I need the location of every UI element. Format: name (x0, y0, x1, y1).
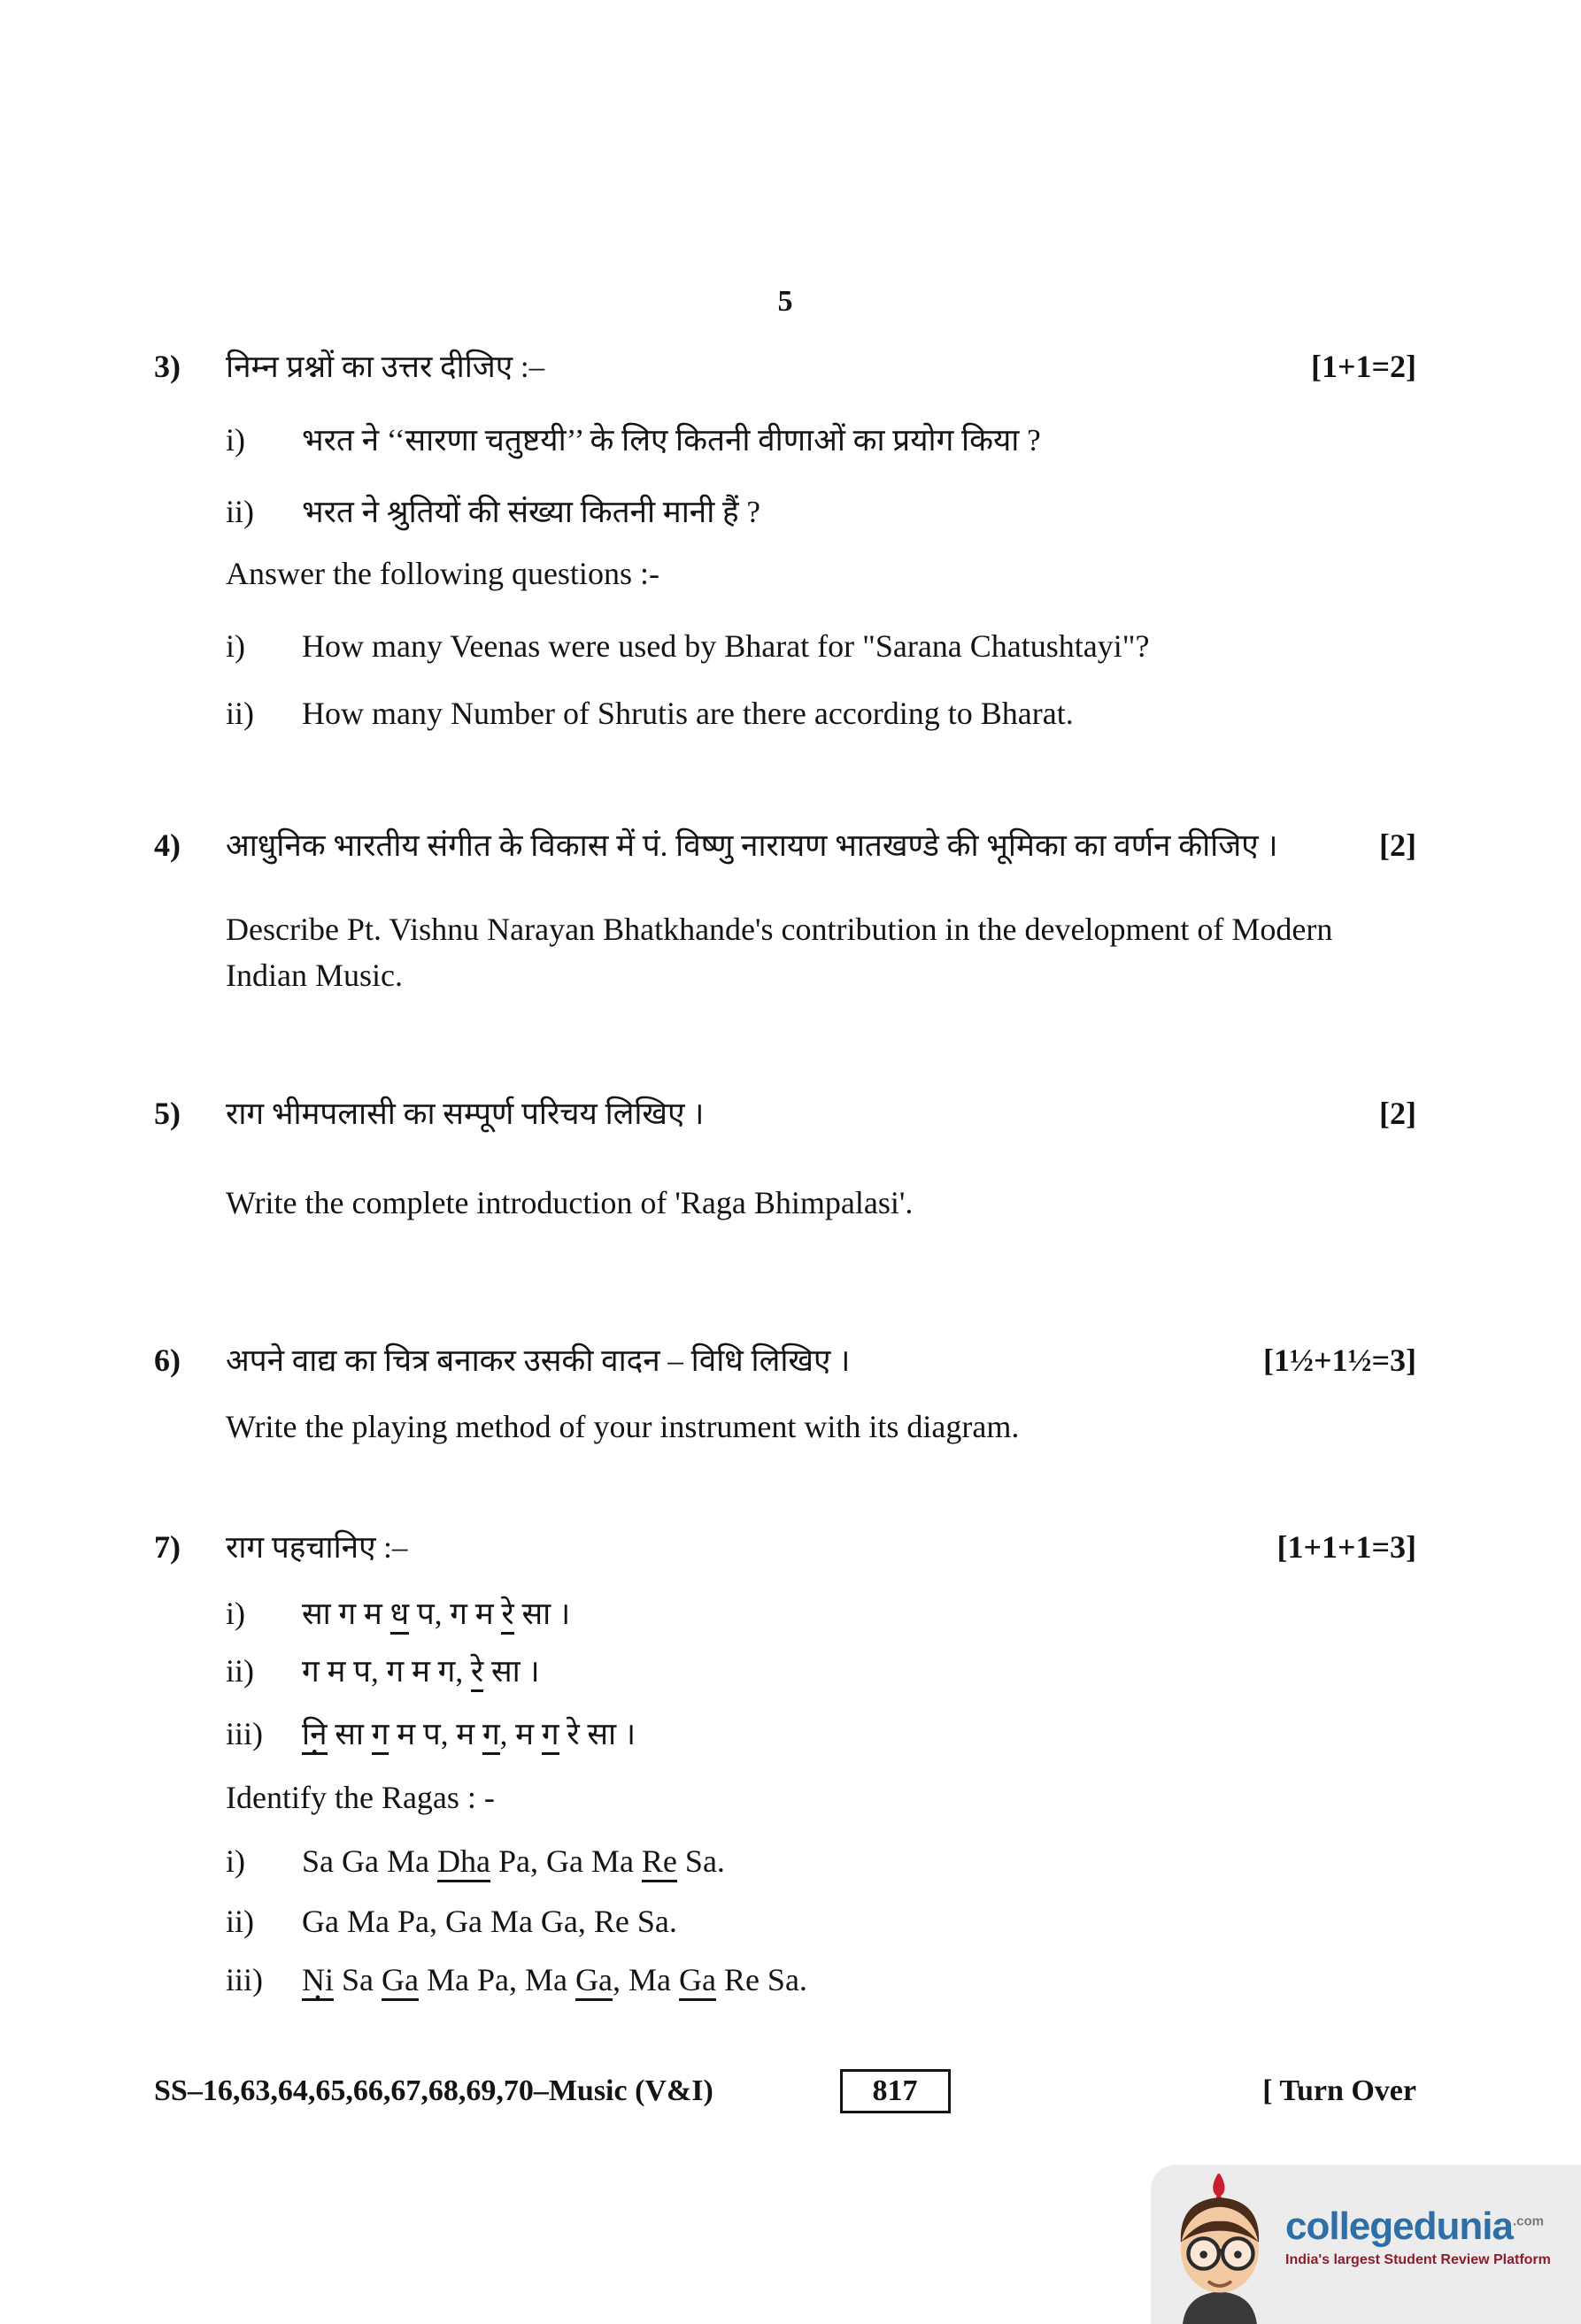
item-label: i) (226, 422, 245, 458)
question-7-hindi-notation-3 (226, 1712, 1416, 1754)
collegedunia-logo-text (1285, 2207, 1551, 2268)
question-3-hindi-item-1 (226, 419, 1416, 460)
question-6-english-text: Write the playing method of your instrument with its diagram. (226, 1409, 1020, 1444)
question-5-number: 5) (154, 1096, 181, 1131)
question-3-number: 3) (154, 349, 181, 384)
question-3-header (154, 345, 1416, 387)
turn-over-label: [ Turn Over (1262, 2074, 1416, 2107)
notation-line: Sa Ga Ma Dha Pa, Ga Ma Re Sa. (302, 1843, 1416, 1880)
item-text: How many Number of Shrutis are there according to Bharat. (302, 696, 1074, 731)
item-label: i) (226, 628, 245, 664)
notation-line: ग म प, ग म ग, रे सा । (302, 1650, 1416, 1691)
question-7-header (154, 1526, 1416, 1567)
question-3-english-item-2 (226, 695, 1416, 732)
question-5-header (154, 1092, 1416, 1134)
brand-name: collegedunia (1285, 2205, 1513, 2248)
item-label: ii) (226, 494, 254, 529)
item-text: भरत ने श्रुतियों की संख्या कितनी मानी हैं ? (302, 495, 760, 529)
question-4-number: 4) (154, 827, 181, 863)
collegedunia-watermark (1151, 2165, 1581, 2324)
question-6-number: 6) (154, 1343, 181, 1378)
brand-domain: .com (1512, 2213, 1544, 2229)
item-label: i) (226, 1843, 245, 1879)
question-7-number: 7) (154, 1529, 181, 1565)
collegedunia-mascot-icon (1161, 2172, 1280, 2324)
question-5-marks: [2] (1379, 1096, 1416, 1131)
question-6-marks: [1½+1½=3] (1262, 1343, 1416, 1378)
item-label: i) (226, 1596, 245, 1631)
question-3-hindi-prompt: निम्न प्रश्नों का उत्तर दीजिए :– (226, 350, 545, 384)
question-6-hindi-prompt: अपने वाद्य का चित्र बनाकर उसकी वादन – विधि लिखिए । (226, 1343, 851, 1378)
question-4-marks: [2] (1379, 827, 1416, 863)
item-label: ii) (226, 1904, 254, 1939)
question-3-marks: [1+1=2] (1310, 349, 1416, 384)
question-4-english-text: Describe Pt. Vishnu Narayan Bhatkhande's contribution in the development of Modern Indian Music. (226, 912, 1333, 993)
question-7-hindi-notation-2 (226, 1650, 1416, 1691)
item-text: How many Veenas were used by Bharat for "Sarana Chatushtayi"? (302, 628, 1150, 664)
notation-line: सा ग म ध प, ग म रे सा । (302, 1592, 1416, 1634)
question-5-hindi-prompt: राग भीमपलासी का सम्पूर्ण परिचय लिखिए । (226, 1097, 705, 1131)
question-7-english-notation-3 (226, 1961, 1416, 1998)
question-7-english-notation-2 (226, 1903, 1416, 1940)
question-3-english-item-1 (226, 627, 1416, 665)
question-7-hindi-prompt: राग पहचानिए :– (226, 1530, 408, 1565)
question-7-english-notation-1 (226, 1843, 1416, 1880)
question-7-hindi-notation-1 (226, 1592, 1416, 1634)
page-footer (154, 2069, 1416, 2113)
question-7-marks: [1+1+1=3] (1276, 1529, 1416, 1565)
item-label: iii) (226, 1716, 263, 1751)
question-4-hindi-prompt: आधुनिक भारतीय संगीत के विकास में पं. विष्णु नारायण भातखण्डे की भूमिका का वर्णन कीजिए । (226, 828, 1278, 863)
page-number: 5 (777, 285, 793, 318)
notation-line: Ga Ma Pa, Ga Ma Ga, Re Sa. (302, 1904, 677, 1939)
question-4-header (154, 824, 1416, 866)
notation-line: नि • सा ग म प, म ग, म ग रे सा । (302, 1712, 1416, 1754)
notation-line: Ni • Sa Ga Ma Pa, Ma Ga, Ma Ga Re Sa. (302, 1961, 1416, 1998)
page-content (154, 0, 1416, 1998)
collegedunia-tagline: India's largest Student Review Platform (1285, 2252, 1551, 2267)
collegedunia-brand (1285, 2207, 1551, 2246)
question-5-english-text: Write the complete introduction of 'Raga Bhimpalasi'. (226, 1185, 914, 1220)
item-label: ii) (226, 696, 254, 731)
paper-set-number-box: 817 (840, 2069, 951, 2113)
item-label: ii) (226, 1653, 254, 1689)
paper-code: SS–16,63,64,65,66,67,68,69,70–Music (V&I) (154, 2074, 713, 2107)
question-3-hindi-item-2 (226, 490, 1416, 532)
question-3-english-prompt: Answer the following questions :- (226, 556, 659, 591)
question-7-english-prompt: Identify the Ragas : - (226, 1780, 495, 1815)
item-label: iii) (226, 1962, 263, 1997)
question-6-header (154, 1339, 1416, 1381)
item-text: भरत ने ‘‘सारणा चतुष्टयी’’ के लिए कितनी वीणाओं का प्रयोग किया ? (302, 423, 1041, 458)
